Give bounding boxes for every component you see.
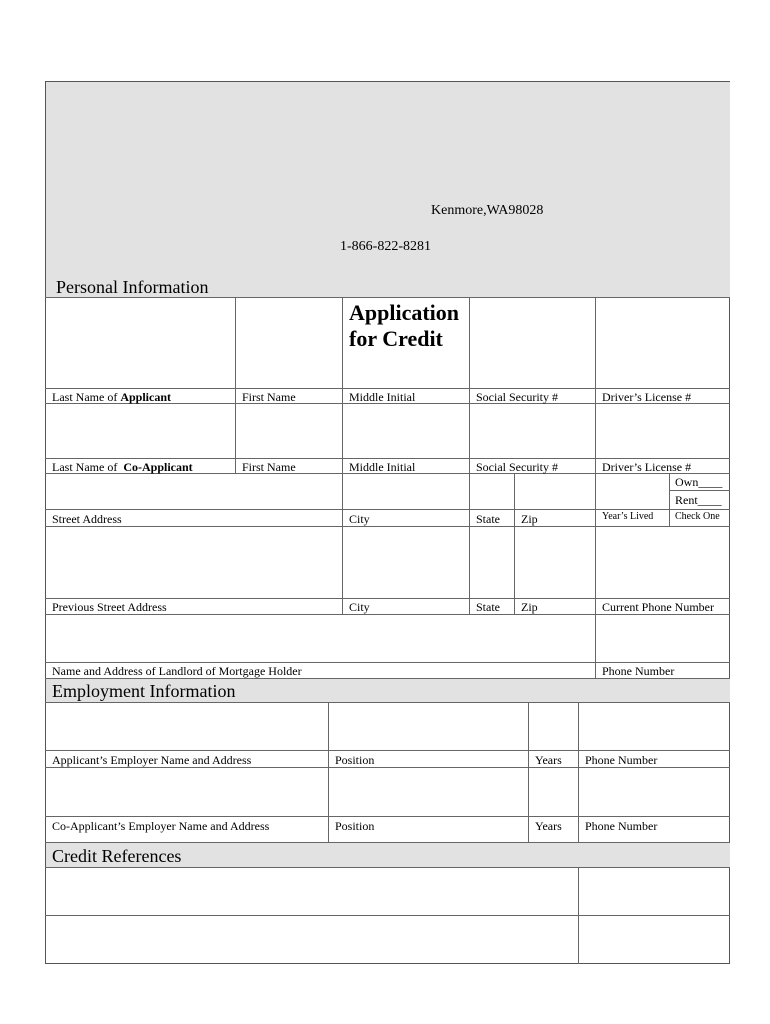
coapplicant-middle-initial-field[interactable] (343, 404, 469, 458)
employment-section-title: Employment Information (52, 681, 236, 701)
applicant-employer-phone-field[interactable] (579, 703, 730, 750)
years-lived-field[interactable] (596, 474, 669, 509)
label-current-phone: Current Phone Number (602, 600, 714, 614)
header-block (46, 82, 730, 298)
coapplicant-years-field[interactable] (529, 768, 578, 816)
label-co-ssn: Social Security # (476, 460, 558, 474)
label-street-address: Street Address (52, 512, 122, 526)
label-middle-initial: Middle Initial (349, 390, 416, 404)
credit-reference-1-field[interactable] (46, 868, 578, 915)
landlord-field[interactable] (46, 615, 595, 662)
label-prev-state: State (476, 600, 500, 614)
city-field[interactable] (343, 474, 469, 509)
label-last-name-applicant: Last Name of Applicant (52, 390, 171, 404)
label-prev-zip: Zip (521, 600, 538, 614)
coapplicant-employer-field[interactable] (46, 768, 328, 816)
state-field[interactable] (470, 474, 514, 509)
rent-option[interactable]: Rent____ (675, 493, 722, 507)
label-prev-city: City (349, 600, 370, 614)
label-applicant-employer: Applicant’s Employer Name and Address (52, 753, 252, 767)
label-landlord-phone: Phone Number (602, 664, 675, 678)
credit-reference-2-field[interactable] (46, 916, 578, 963)
previous-street-field[interactable] (46, 527, 342, 598)
coapplicant-last-name-field[interactable] (46, 404, 235, 458)
applicant-license-field[interactable] (596, 298, 730, 388)
credit-reference-1-phone-field[interactable] (579, 868, 730, 915)
applicant-position-field[interactable] (329, 703, 528, 750)
zip-field[interactable] (515, 474, 595, 509)
label-position: Position (335, 753, 375, 767)
business-phone: 1-866-822-8281 (340, 239, 431, 254)
previous-zip-field[interactable] (515, 527, 595, 598)
label-city: City (349, 512, 370, 526)
label-zip: Zip (521, 512, 538, 526)
label-check-one: Check One (675, 511, 720, 522)
label-co-license: Driver’s License # (602, 460, 692, 474)
personal-section-title: Personal Information (56, 277, 209, 297)
landlord-phone-field[interactable] (596, 615, 730, 662)
label-last-name-coapplicant: Last Name of Co-Applicant (52, 460, 193, 474)
label-co-middle-initial: Middle Initial (349, 460, 416, 474)
business-address: Kenmore,WA98028 (431, 203, 544, 218)
coapplicant-employer-phone-field[interactable] (579, 768, 730, 816)
label-state: State (476, 512, 500, 526)
applicant-middle-initial-field[interactable] (343, 356, 469, 388)
label-coapplicant-employer: Co-Applicant’s Employer Name and Address (52, 819, 270, 833)
label-years: Years (535, 753, 562, 767)
own-option[interactable]: Own____ (675, 475, 723, 489)
label-license: Driver’s License # (602, 390, 692, 404)
label-co-years: Years (535, 819, 562, 833)
coapplicant-position-field[interactable] (329, 768, 528, 816)
credit-reference-2-phone-field[interactable] (579, 916, 730, 963)
previous-city-field[interactable] (343, 527, 469, 598)
applicant-ssn-field[interactable] (470, 298, 595, 388)
applicant-employer-field[interactable] (46, 703, 328, 750)
label-previous-street: Previous Street Address (52, 600, 167, 614)
label-years-lived: Year’s Lived (602, 511, 654, 522)
current-phone-field[interactable] (596, 527, 730, 598)
applicant-years-field[interactable] (529, 703, 578, 750)
label-co-position: Position (335, 819, 375, 833)
coapplicant-license-field[interactable] (596, 404, 730, 458)
applicant-first-name-field[interactable] (236, 298, 342, 388)
label-ssn: Social Security # (476, 390, 558, 404)
label-employer-phone: Phone Number (585, 753, 658, 767)
label-co-employer-phone: Phone Number (585, 819, 658, 833)
form-title: Application for Credit (349, 300, 460, 351)
label-landlord: Name and Address of Landlord of Mortgage Holder (52, 664, 302, 678)
coapplicant-ssn-field[interactable] (470, 404, 595, 458)
label-first-name: First Name (242, 390, 296, 404)
coapplicant-first-name-field[interactable] (236, 404, 342, 458)
credit-section-title: Credit References (52, 846, 182, 866)
label-co-first-name: First Name (242, 460, 296, 474)
street-address-field[interactable] (46, 474, 342, 509)
previous-state-field[interactable] (470, 527, 514, 598)
applicant-last-name-field[interactable] (46, 298, 235, 388)
